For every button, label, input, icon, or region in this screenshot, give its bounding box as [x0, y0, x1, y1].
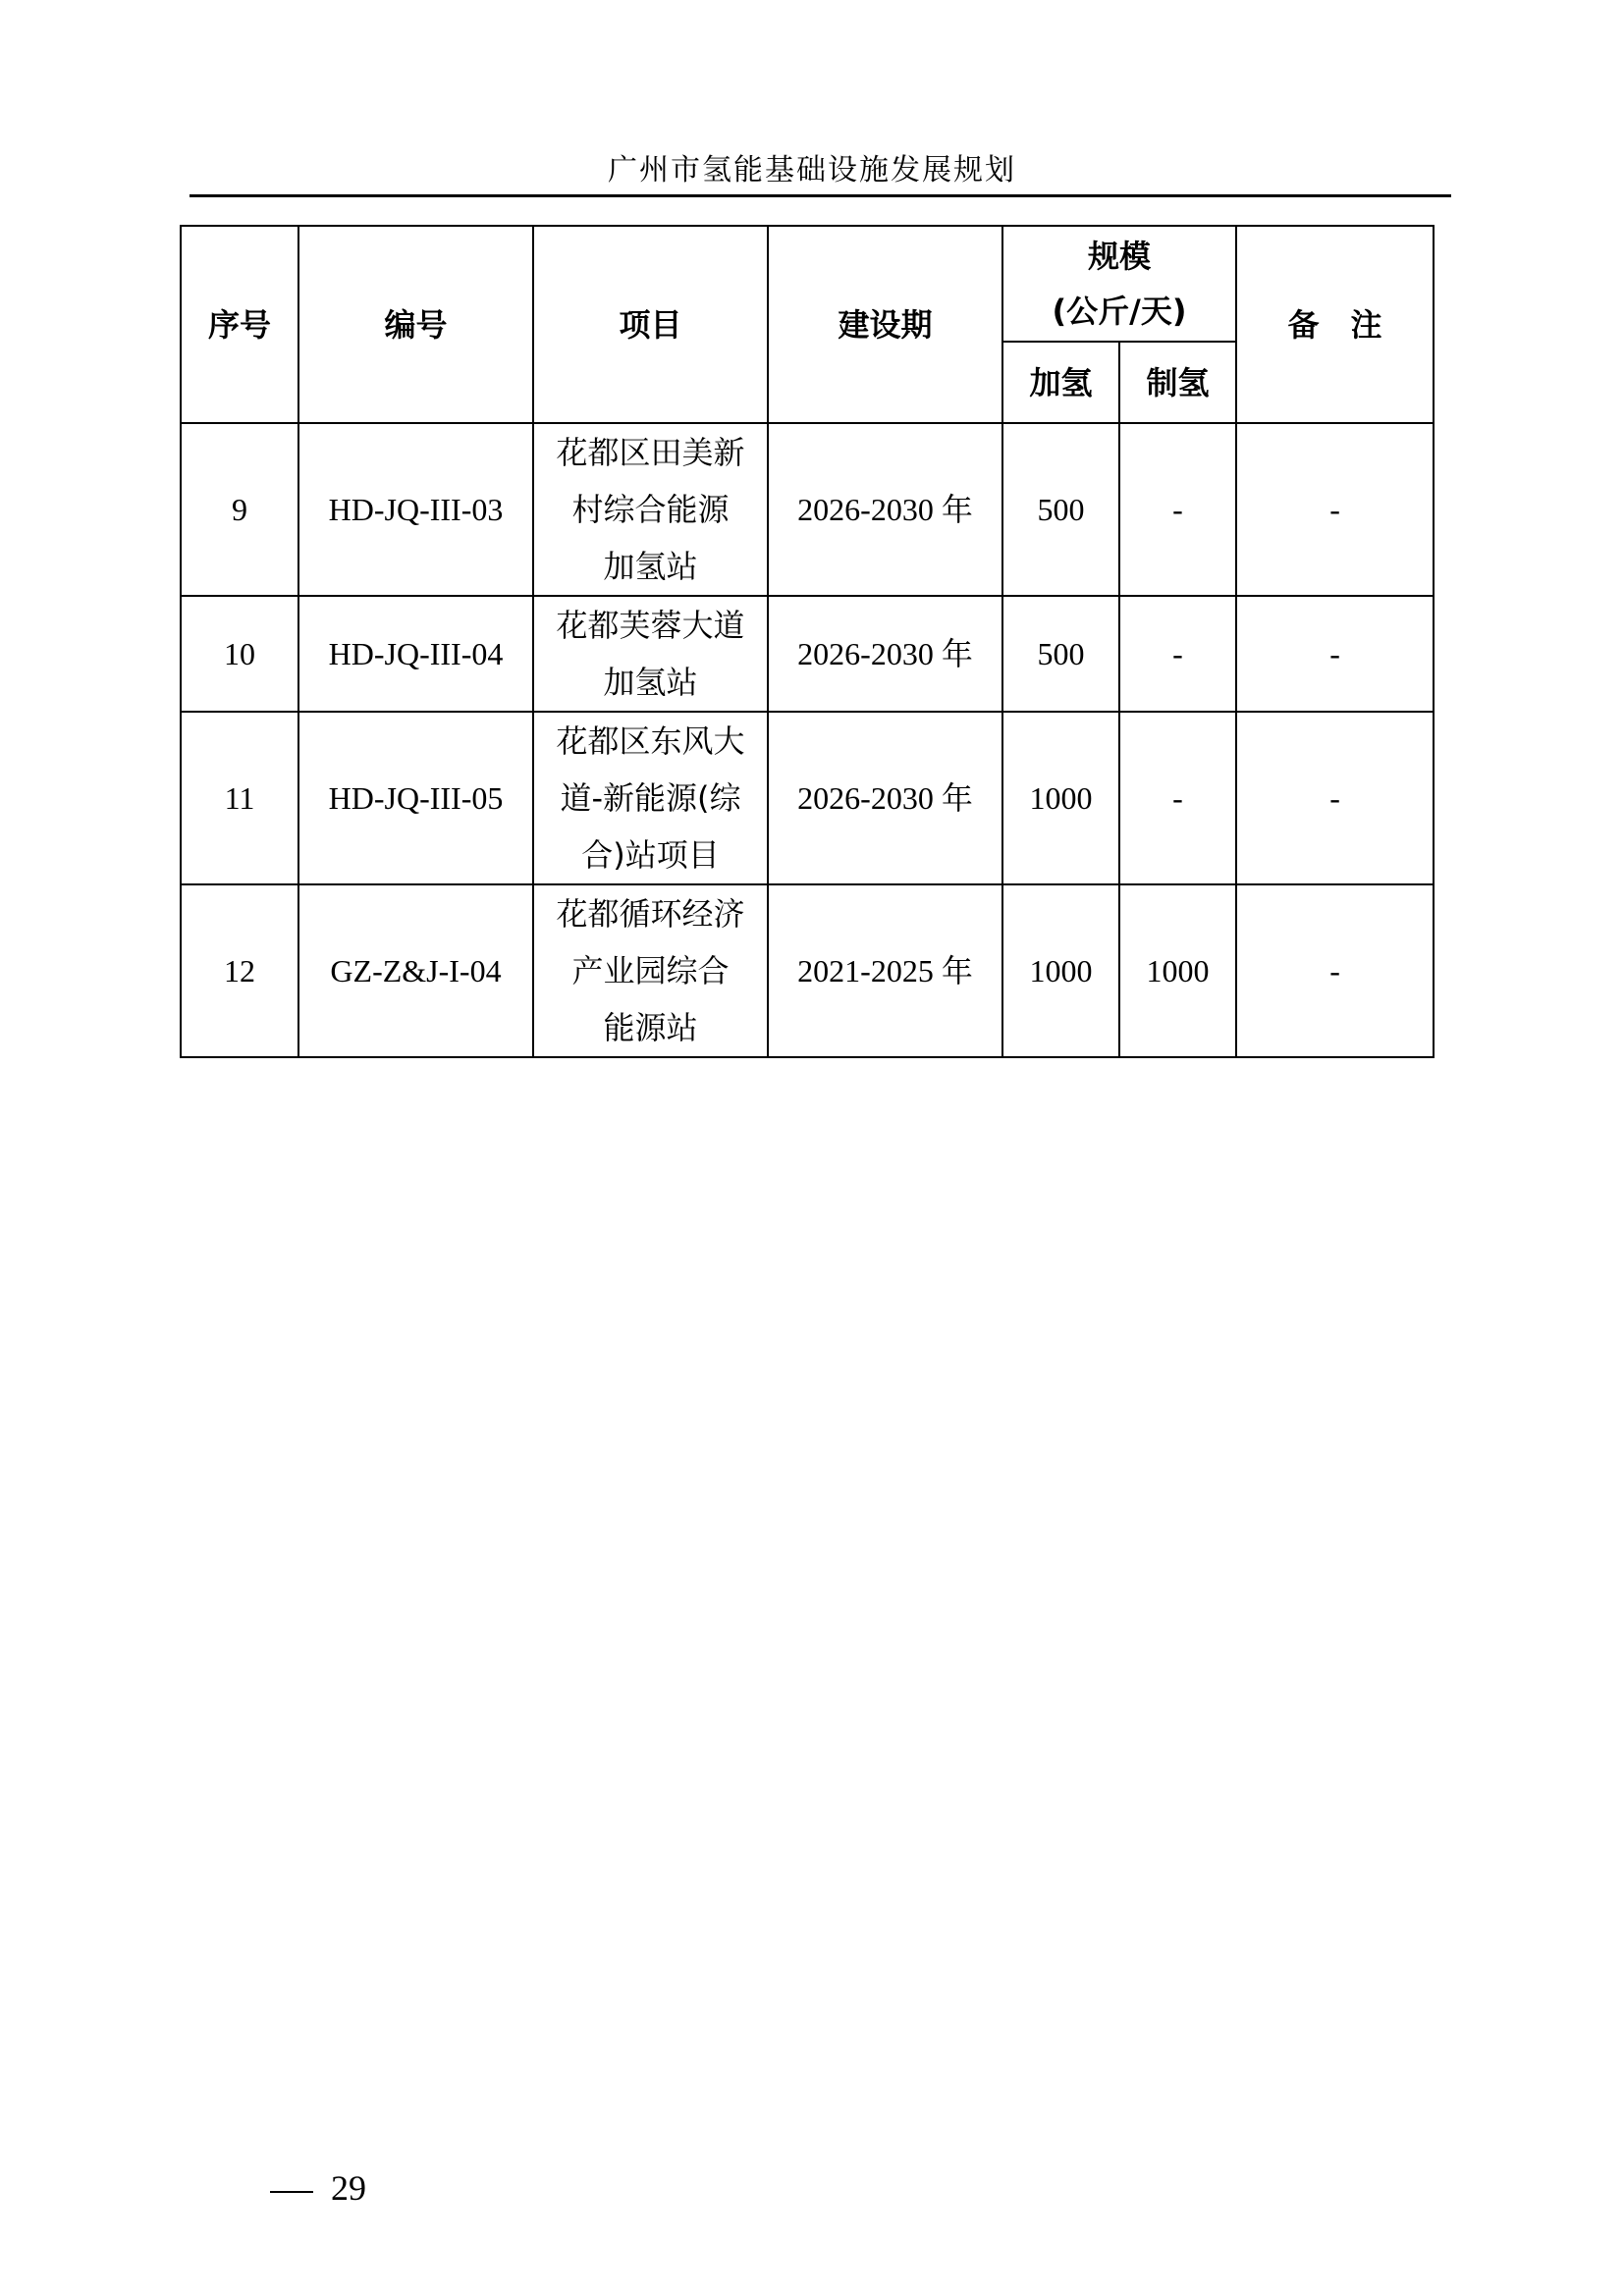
cell-period: [768, 596, 1002, 712]
cell-remarks: -: [1236, 712, 1434, 884]
period-range: 2026-2030: [797, 636, 934, 671]
project-line: 花都区东风大: [556, 722, 745, 760]
cell-remarks: -: [1236, 884, 1434, 1057]
page-footer: [270, 2167, 366, 2209]
header-seq: 序号: [181, 226, 298, 423]
cell-remarks: -: [1236, 423, 1434, 596]
cell-production: -: [1119, 712, 1236, 884]
project-line: 能源站: [603, 1009, 698, 1046]
cell-project: [533, 423, 768, 596]
cell-refueling: 1000: [1002, 712, 1119, 884]
cell-code: HD-JQ-III-03: [298, 423, 533, 596]
project-line: 加氢站: [603, 548, 698, 585]
header-production: 制氢: [1119, 342, 1236, 423]
hydrogen-station-table: [180, 225, 1435, 1058]
period-unit: 年: [941, 635, 973, 672]
running-header: 广州市氢能基础设施发展规划: [608, 153, 1016, 187]
period-unit: 年: [941, 952, 973, 989]
cell-production: -: [1119, 596, 1236, 712]
table-row: [181, 884, 1434, 1057]
cell-period: [768, 423, 1002, 596]
cell-refueling: 1000: [1002, 884, 1119, 1057]
header-scale-title: 规模: [1088, 238, 1152, 275]
table-row: [181, 712, 1434, 884]
cell-seq: 12: [181, 884, 298, 1057]
header-code: 编号: [298, 226, 533, 423]
cell-seq: 10: [181, 596, 298, 712]
cell-seq: 11: [181, 712, 298, 884]
cell-refueling: 500: [1002, 596, 1119, 712]
cell-code: HD-JQ-III-05: [298, 712, 533, 884]
cell-production: -: [1119, 423, 1236, 596]
header-scale: [1002, 226, 1236, 342]
project-line: 合)站项目: [581, 836, 720, 874]
project-line: 加氢站: [603, 664, 698, 701]
period-range: 2021-2025: [797, 953, 934, 988]
project-line: 道-新能源(综: [560, 779, 741, 817]
period-unit: 年: [941, 779, 973, 817]
cell-project: [533, 884, 768, 1057]
project-line: 村综合能源: [571, 491, 730, 528]
header-period: 建设期: [768, 226, 1002, 423]
cell-seq: 9: [181, 423, 298, 596]
table-row: [181, 423, 1434, 596]
page-number: 29: [331, 2168, 366, 2208]
period-unit: 年: [941, 491, 973, 528]
period-range: 2026-2030: [797, 780, 934, 816]
footer-dash: [270, 2191, 313, 2193]
header-refueling: 加氢: [1002, 342, 1119, 423]
cell-refueling: 500: [1002, 423, 1119, 596]
cell-production: 1000: [1119, 884, 1236, 1057]
cell-remarks: -: [1236, 596, 1434, 712]
project-line: 花都循环经济: [556, 895, 745, 933]
cell-code: GZ-Z&J-I-04: [298, 884, 533, 1057]
period-range: 2026-2030: [797, 492, 934, 527]
cell-project: [533, 596, 768, 712]
cell-code: HD-JQ-III-04: [298, 596, 533, 712]
table-row: [181, 596, 1434, 712]
project-line: 产业园综合: [571, 952, 730, 989]
header-project: 项目: [533, 226, 768, 423]
project-line: 花都芙蓉大道: [556, 607, 745, 644]
header-scale-unit: (公斤/天): [1052, 293, 1187, 330]
cell-period: [768, 884, 1002, 1057]
header-remarks: 备 注: [1236, 226, 1434, 423]
cell-project: [533, 712, 768, 884]
project-line: 花都区田美新: [556, 434, 745, 471]
header-rule: [189, 194, 1451, 197]
cell-period: [768, 712, 1002, 884]
